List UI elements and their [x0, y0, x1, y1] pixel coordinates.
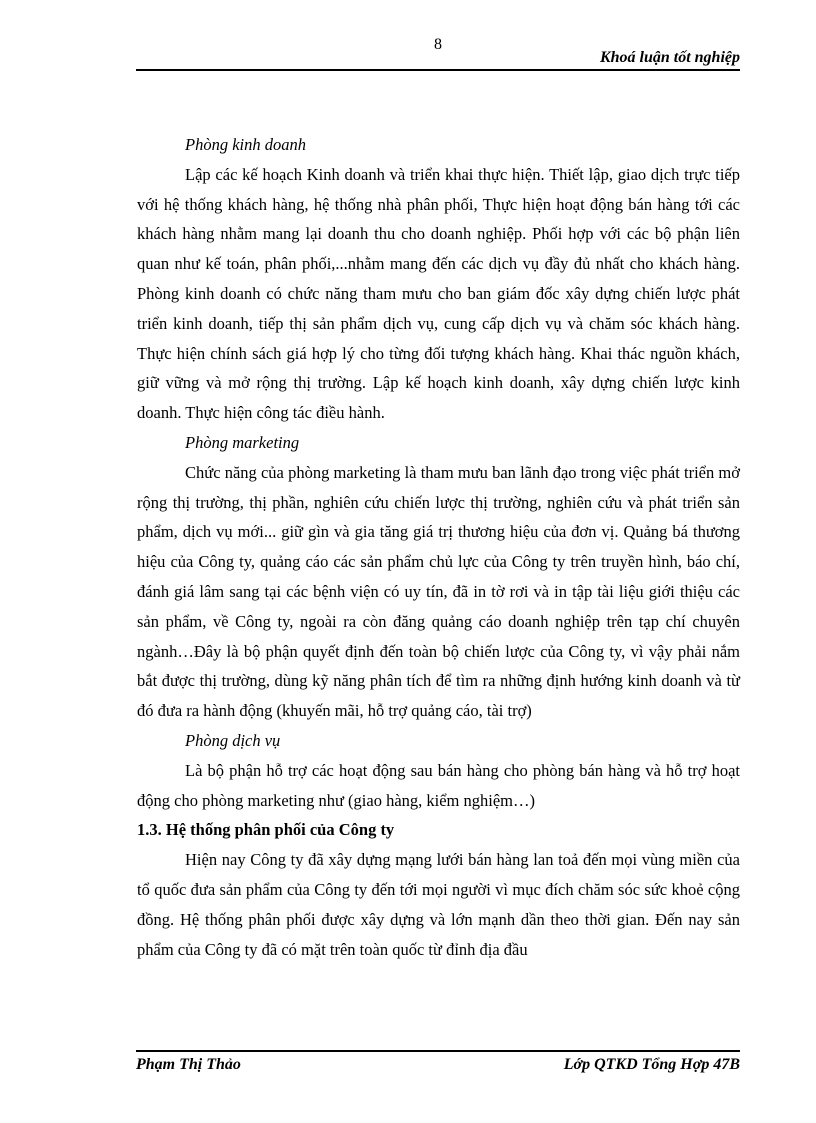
- footer-class: Lớp QTKD Tổng Hợp 47B: [563, 1056, 740, 1073]
- paragraph-marketing-department: Chức năng của phòng marketing là tham mưu ban lãnh đạo trong việc phát triển mở rộng thị trường, thị phần, nghiên cứu chiến lược thị trường, nghiên cứu và phát triển sản phẩm, dịch vụ mới... giữ gìn và gia tăng giá trị thương hiệu của đơn vị. Quảng bá thương hiệu của Công ty, quảng cáo các sản phẩm chủ lực của Công ty trên truyền hình, báo chí, đánh giá lâm sang tại các bệnh viện có uy tín, đã in tờ rơi và in tập tài liệu giới thiệu các sản phẩm, về Công ty, ngoài ra còn đăng quảng cáo doanh nghiệp trên tạp chí chuyên ngành…Đây là bộ phận quyết định đến toàn bộ chiến lược của Công ty, vì vậy phải nắm bắt được thị trường, dùng kỹ năng phân tích để tìm ra những định hướng kinh doanh và từ đó đưa ra hành động (khuyến mãi, hỗ trợ quảng cáo, tài trợ): [137, 462, 740, 721]
- subheading-service-department: Phòng dịch vụ: [185, 730, 281, 750]
- subheading-sales-department: Phòng kinh doanh: [185, 135, 306, 154]
- page-footer: [136, 1050, 740, 1073]
- page-header: [136, 36, 740, 72]
- header-title: Khoá luận tốt nghiệp: [599, 49, 740, 66]
- header-rule: [136, 69, 740, 71]
- document-body: [137, 130, 740, 964]
- paragraph-service-department: Là bộ phận hỗ trợ các hoạt động sau bán hàng cho phòng bán hàng và hỗ trợ hoạt động cho phòng marketing như (giao hàng, kiểm nghiệm…): [137, 760, 740, 810]
- footer-rule: [136, 1050, 740, 1052]
- paragraph-sales-department: Lập các kế hoạch Kinh doanh và triển khai thực hiện. Thiết lập, giao dịch trực tiếp với hệ thống khách hàng, hệ thống nhà phân phối, Thực hiện hoạt động bán hàng tới các khách hàng nhằm mang lại doanh thu cho doanh nghiệp. Phối hợp với các bộ phận liên quan như kế toán, phân phối,...nhằm mang đến các dịch vụ đầy đủ nhất cho khách hàng. Phòng kinh doanh có chức năng tham mưu cho ban giám đốc xây dựng chiến lược phát triển kinh doanh, tiếp thị sản phẩm dịch vụ, cung cấp dịch vụ và chăm sóc khách hàng. Thực hiện chính sách giá hợp lý cho từng đối tượng khách hàng. Khai thác nguồn khách, giữ vững và mở rộng thị trường. Lập kế hoạch kinh doanh, xây dựng chiến lược kinh doanh. Thực hiện công tác điều hành.: [137, 164, 740, 423]
- paragraph-distribution-system: Hiện nay Công ty đã xây dựng mạng lưới bán hàng lan toả đến mọi vùng miền của tổ quốc đưa sản phẩm của Công ty đến tới mọi người vì mục đích chăm sóc sức khoẻ cộng đồng. Hệ thống phân phối được xây dựng và lớn mạnh dần theo thời gian. Đến nay sản phẩm của Công ty đã có mặt trên toàn quốc từ đỉnh địa đầu: [137, 850, 740, 959]
- section-heading: 1.3. Hệ thống phân phối của Công ty: [137, 820, 395, 840]
- subheading-marketing-department: Phòng marketing: [185, 432, 300, 452]
- page-number: 8: [434, 36, 442, 53]
- footer-author: Phạm Thị Thảo: [136, 1056, 241, 1073]
